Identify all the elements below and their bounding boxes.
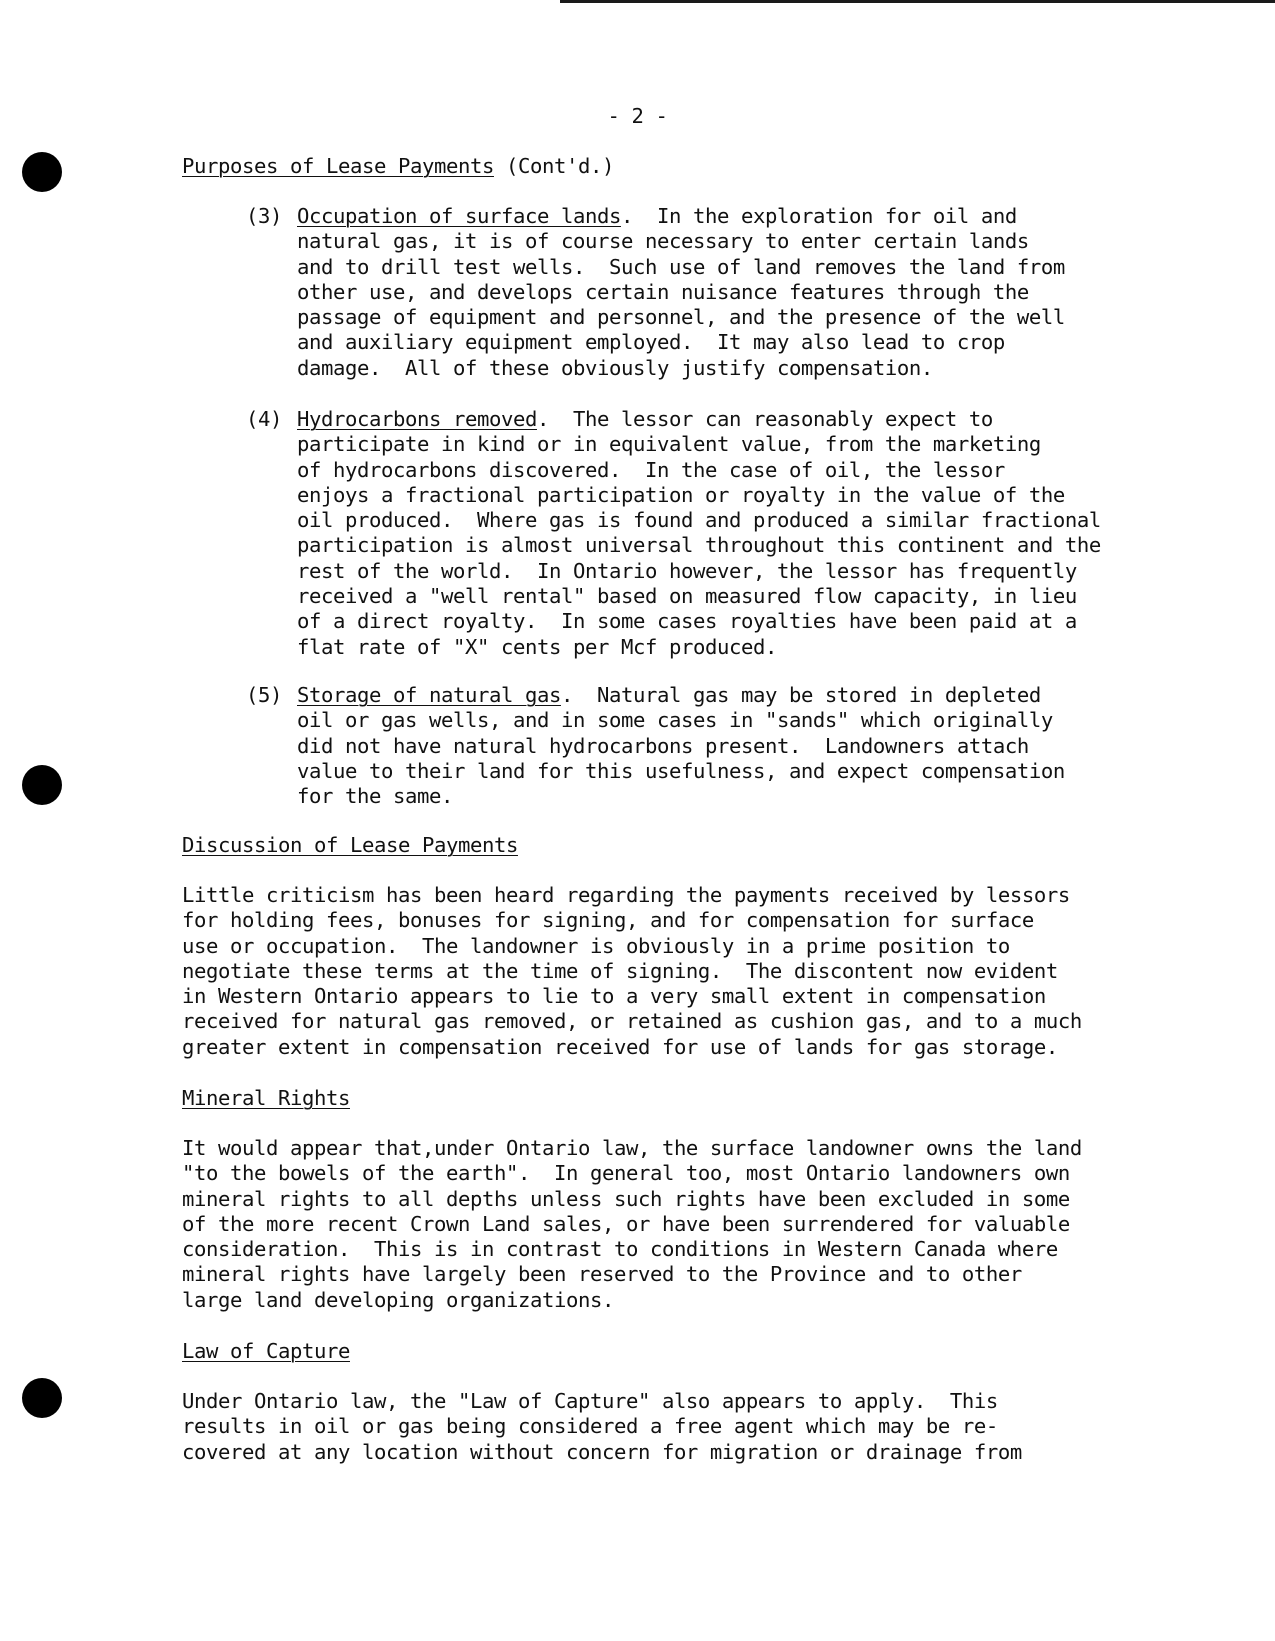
item-line: flat rate of "X" cents per Mcf produced. — [297, 634, 777, 659]
discussion-heading: Discussion of Lease Payments — [182, 833, 518, 857]
item-line: of a direct royalty. In some cases royalties have been paid at a — [297, 609, 1077, 634]
paragraph-line: for holding fees, bonuses for signing, and for compensation for surface — [182, 908, 1034, 933]
item-line: of hydrocarbons discovered. In the case of oil, the lessor — [297, 457, 1005, 482]
item-line: passage of equipment and personnel, and the presence of the well — [297, 305, 1065, 330]
item-line: damage. All of these obviously justify compensation. — [297, 355, 933, 380]
item-line: received a "well rental" based on measured flow capacity, in lieu — [297, 584, 1077, 609]
paragraph-line: mineral rights to all depths unless such rights have been excluded in some — [182, 1186, 1070, 1211]
purposes-heading-title: Purposes of Lease Payments — [182, 154, 494, 178]
item-number: (3) — [246, 204, 282, 228]
discussion-paragraph — [182, 883, 1182, 1060]
item-number: (5) — [246, 683, 282, 707]
item-line: oil produced. Where gas is found and produced a similar fractional — [297, 508, 1101, 533]
page-number: - 2 - — [607, 104, 668, 128]
paragraph-line: greater extent in compensation received for use of lands for gas storage. — [182, 1034, 1058, 1059]
item-body — [297, 683, 1177, 809]
item-title: Hydrocarbons removed — [297, 407, 537, 431]
mineral-rights-heading: Mineral Rights — [182, 1086, 350, 1110]
purposes-heading-suffix: (Cont'd.) — [493, 154, 614, 178]
paragraph-line: "to the bowels of the earth". In general too, most Ontario landowners own — [182, 1161, 1070, 1186]
item-line: for the same. — [297, 784, 453, 809]
paragraph-line: of the more recent Crown Land sales, or have been surrendered for valuable — [182, 1211, 1070, 1236]
paragraph-line: Under Ontario law, the "Law of Capture" also appears to apply. This — [182, 1389, 998, 1413]
paragraph-line: consideration. This is in contrast to conditions in Western Canada where — [182, 1237, 1058, 1262]
item-line: and to drill test wells. Such use of land removes the land from — [297, 254, 1065, 279]
item-body — [297, 407, 1177, 660]
paragraph-line: large land developing organizations. — [182, 1287, 614, 1312]
item-line: Hydrocarbons removed. The lessor can reasonably expect to — [297, 407, 993, 431]
item-body — [297, 204, 1177, 381]
item-line: participate in kind or in equivalent value, from the marketing — [297, 432, 1041, 457]
item-title: Occupation of surface lands — [297, 204, 621, 228]
item-line: enjoys a fractional participation or royalty in the value of the — [297, 482, 1065, 507]
paragraph-line: results in oil or gas being considered a free agent which may be re- — [182, 1414, 998, 1439]
paragraph-line: Little criticism has been heard regarding the payments received by lessors — [182, 883, 1070, 907]
item-number: (4) — [246, 407, 282, 431]
mineral-rights-paragraph — [182, 1136, 1182, 1313]
item-line: rest of the world. In Ontario however, the lessor has frequently — [297, 558, 1077, 583]
paragraph-line: in Western Ontario appears to lie to a very small extent in compensation — [182, 984, 1046, 1009]
item-line: other use, and develops certain nuisance features through the — [297, 279, 1029, 304]
paragraph-line: received for natural gas removed, or retained as cushion gas, and to a much — [182, 1009, 1082, 1034]
item-title: Storage of natural gas — [297, 683, 561, 707]
item-line: natural gas, it is of course necessary to enter certain lands — [297, 229, 1029, 254]
paragraph-line: mineral rights have largely been reserved to the Province and to other — [182, 1262, 1022, 1287]
paragraph-line: use or occupation. The landowner is obviously in a prime position to — [182, 933, 1010, 958]
item-line: and auxiliary equipment employed. It may also lead to crop — [297, 330, 1005, 355]
item-line: did not have natural hydrocarbons present. Landowners attach — [297, 733, 1029, 758]
item-line: value to their land for this usefulness, and expect compensation — [297, 758, 1065, 783]
law-of-capture-paragraph — [182, 1389, 1182, 1465]
item-line: Occupation of surface lands. In the exploration for oil and — [297, 204, 1017, 228]
law-of-capture-heading: Law of Capture — [182, 1339, 350, 1363]
item-line: Storage of natural gas. Natural gas may be stored in depleted — [297, 683, 1041, 707]
purposes-heading — [182, 154, 614, 179]
item-line: participation is almost universal throughout this continent and the — [297, 533, 1101, 558]
item-line: oil or gas wells, and in some cases in "sands" which originally — [297, 708, 1053, 733]
paragraph-line: covered at any location without concern for migration or drainage from — [182, 1439, 1022, 1464]
paragraph-line: It would appear that,under Ontario law, the surface landowner owns the land — [182, 1136, 1082, 1160]
paragraph-line: negotiate these terms at the time of signing. The discontent now evident — [182, 958, 1058, 983]
